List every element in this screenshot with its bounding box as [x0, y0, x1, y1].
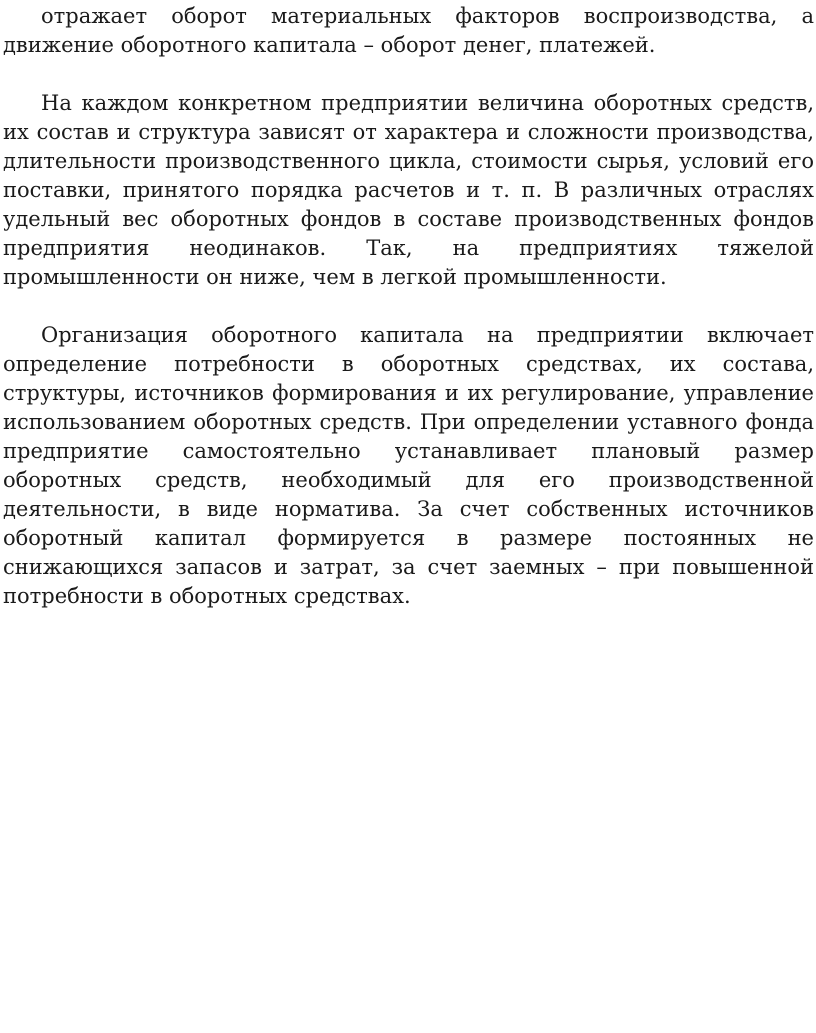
paragraph-gap — [3, 60, 814, 89]
paragraph-gap — [3, 292, 814, 321]
paragraph-working-capital-factors: На каждом конкретном предприятии величина оборотных средств, их состав и структура зависят от характера и сложности производства, длительности производственного цикла, стоимости сырья, условий его поставки, принятого порядка расчетов и т. п. В различных отраслях удельный вес оборотных фондов в составе производственных фондов предприятия неодинаков. Так, на предприятиях тяжелой промышленности он ниже, чем в легкой промышленности. — [3, 91, 814, 289]
paragraph-continuation: отражает оборот материальных факторов воспроизводства, а движение оборотного капитала – оборот денег, платежей. — [3, 4, 814, 57]
paragraph-working-capital-organization: Организация оборотного капитала на предприятии включает определение потребности в оборотных средствах, их состава, структуры, источников формирования и их регулирование, управление использованием оборотных средств. При определении уставного фонда предприятие самостоятельно устанавливает плановый размер оборотных средств, необходимый для его производственной деятельности, в виде норматива. За счет собственных источников оборотный капитал формируется в размере постоянных не снижающихся запасов и затрат, за счет заемных – при повышенной потребности в оборотных средствах. — [3, 323, 814, 608]
